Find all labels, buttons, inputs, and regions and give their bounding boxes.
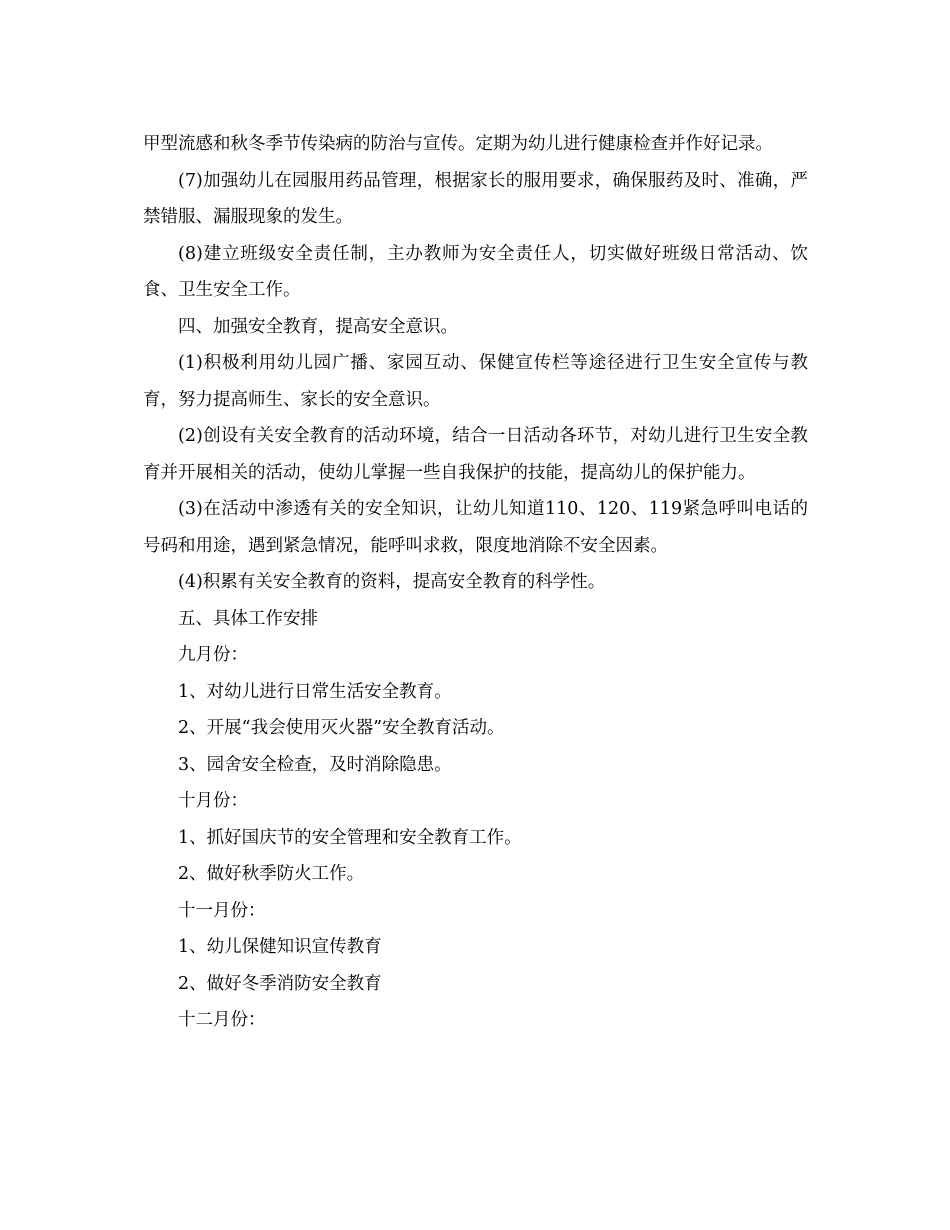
list-item: 1、幼儿保健知识宣传教育 xyxy=(178,937,382,957)
month-heading-october: 十月份： xyxy=(178,791,248,811)
month-heading-september: 九月份： xyxy=(178,645,248,665)
month-heading-december: 十二月份： xyxy=(178,1010,266,1030)
month-heading-november: 十一月份： xyxy=(178,900,266,921)
paragraph-edu-1: (1)积极利用幼儿园广播、家园互动、保健宣传栏等途径进行卫生安全宣传与教育，努力提高师生、家长的安全意识。 xyxy=(143,353,808,410)
list-item: 1、抓好国庆节的安全管理和安全教育工作。 xyxy=(178,827,522,848)
paragraph-edu-2: (2)创设有关安全教育的活动环境，结合一日活动各环节，对幼儿进行卫生安全教育并开展相关的活动，使幼儿掌握一些自我保护的技能，提高幼儿的保护能力。 xyxy=(143,426,808,483)
list-item: 2、做好秋季防火工作。 xyxy=(178,864,365,884)
paragraph-item-7: (7)加强幼儿在园服用药品管理，根据家长的服用要求，确保服药及时、准确，严禁错服、漏服现象的发生。 xyxy=(143,170,808,227)
section-heading-5: 五、具体工作安排 xyxy=(178,608,318,629)
document-page xyxy=(143,126,808,1039)
list-item: 3、园舍安全检查，及时消除隐患。 xyxy=(178,754,452,775)
section-heading-4: 四、加强安全教育，提高安全意识。 xyxy=(178,316,458,337)
paragraph-item-8: (8)建立班级安全责任制，主办教师为安全责任人，切实做好班级日常活动、饮食、卫生安全工作。 xyxy=(143,243,808,300)
paragraph-flu-prevention: 甲型流感和秋冬季节传染病的防治与宣传。定期为幼儿进行健康检查并作好记录。 xyxy=(143,134,773,154)
paragraph-edu-4: (4)积累有关安全教育的资料，提高安全教育的科学性。 xyxy=(178,572,606,592)
list-item: 2、开展“我会使用灭火器”安全教育活动。 xyxy=(178,718,505,738)
list-item: 1、对幼儿进行日常生活安全教育。 xyxy=(178,681,452,702)
list-item: 2、做好冬季消防安全教育 xyxy=(178,973,382,994)
paragraph-edu-3: (3)在活动中渗透有关的安全知识，让幼儿知道110、120、119紧急呼叫电话的号码和用途，遇到紧急情况，能呼叫求救，限度地消除不安全因素。 xyxy=(143,499,808,556)
